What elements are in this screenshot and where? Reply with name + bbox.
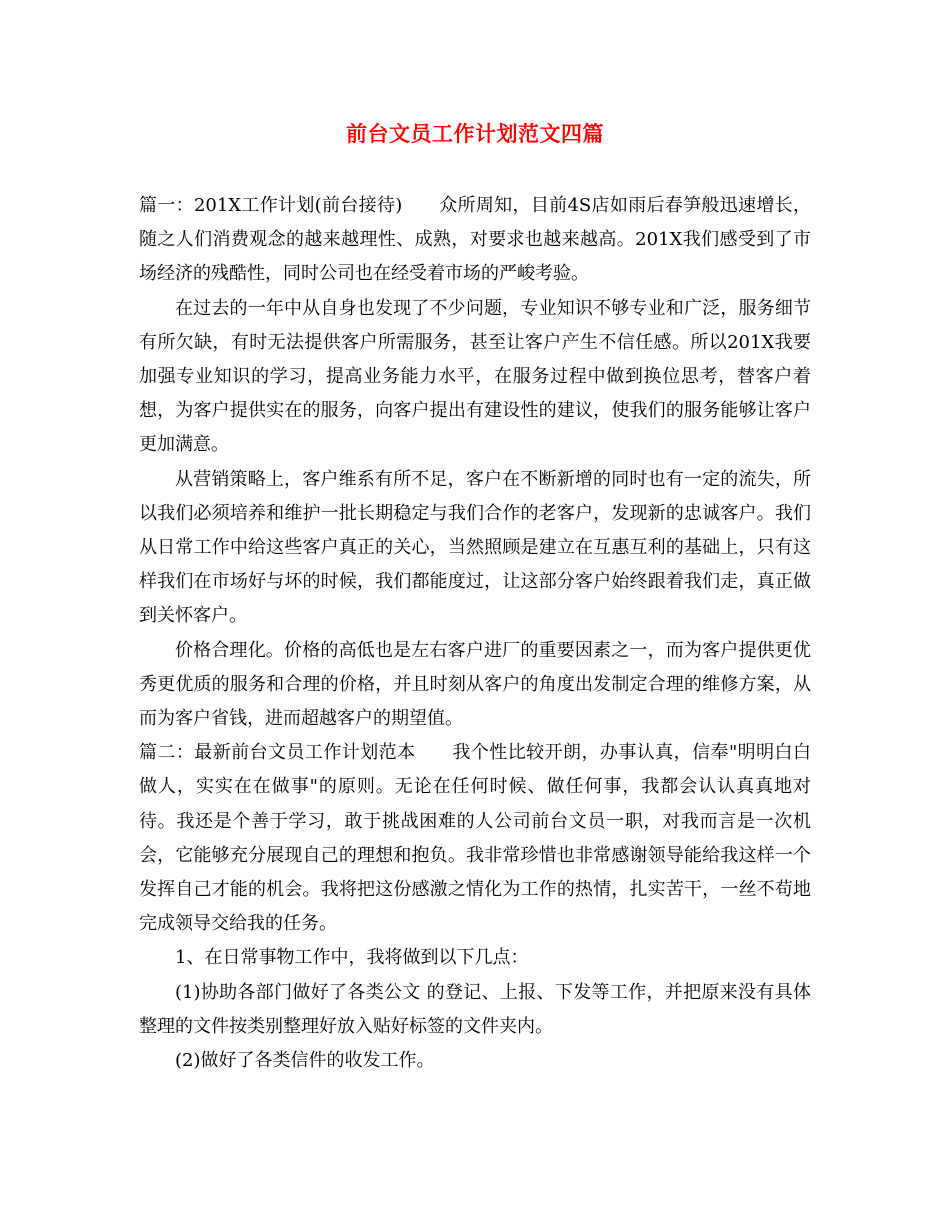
paragraph-6: 1、在日常事物工作中，我将做到以下几点： <box>175 947 529 969</box>
paragraph-3: 从营销策略上，客户维系有所不足，客户在不断新增的同时也有一定的流失，所以我们必须培养和维护一批长期稳定与我们合作的老客户，发现新的忠诚客户。我们从日常工作中给这些客户真正的关心，当然照顾是建立在互惠互利的基础上，只有这样我们在市场好与坏的时候，我们都能度过，让这部分客户始终跟着我们走，真正做到关怀客户。 <box>139 468 811 627</box>
paragraph-2: 在过去的一年中从自身也发现了不少问题，专业知识不够专业和广泛，服务细节有所欠缺，有时无法提供客户所需服务，甚至让客户产生不信任感。所以201X我要加强专业知识的学习，提高业务能力水平，在服务过程中做到换位思考，替客户着想，为客户提供实在的服务，向客户提出有建设性的建议，使我们的服务能够让客户更加满意。 <box>139 297 811 456</box>
paragraph-8: (2)做好了各类信件的收发工作。 <box>175 1050 435 1072</box>
document-title: 前台文员工作计划范文四篇 <box>346 121 604 146</box>
paragraph-7: (1)协助各部门做好了各类公文 的登记、上报、下发等工作，并把原来没有具体整理的文件按类别整理好放入贴好标签的文件夹内。 <box>139 981 811 1037</box>
paragraph-1: 篇一：201X工作计划(前台接待) 众所周知，目前4S店如雨后春笋般迅速增长，随之人们消费观念的越来越理性、成熟，对要求也越来越高。201X我们感受到了市场经济的残酷性，同时公司也在经受着市场的严峻考验。 <box>139 195 811 285</box>
document-body <box>139 189 811 1078</box>
paragraph-4: 价格合理化。价格的高低也是左右客户进厂的重要因素之一，而为客户提供更优秀更优质的服务和合理的价格，并且时刻从客户的角度出发制定合理的维修方案，从而为客户省钱，进而超越客户的期望值。 <box>139 639 811 730</box>
paragraph-5: 篇二：最新前台文员工作计划范本 我个性比较开朗，办事认真，信奉"明明白白做人，实实在在做事"的原则。无论在任何时候、做任何事，我都会认认真真地对待。我还是个善于学习，敢于挑战困难的人公司前台文员一职，对我而言是一次机会，它能够充分展现自己的理想和抱负。我非常珍惜也非常感谢领导能给我这样一个发挥自己才能的机会。我将把这份感激之情化为工作的热情，扎实苦干，一丝不苟地完成领导交给我的任务。 <box>139 742 811 935</box>
